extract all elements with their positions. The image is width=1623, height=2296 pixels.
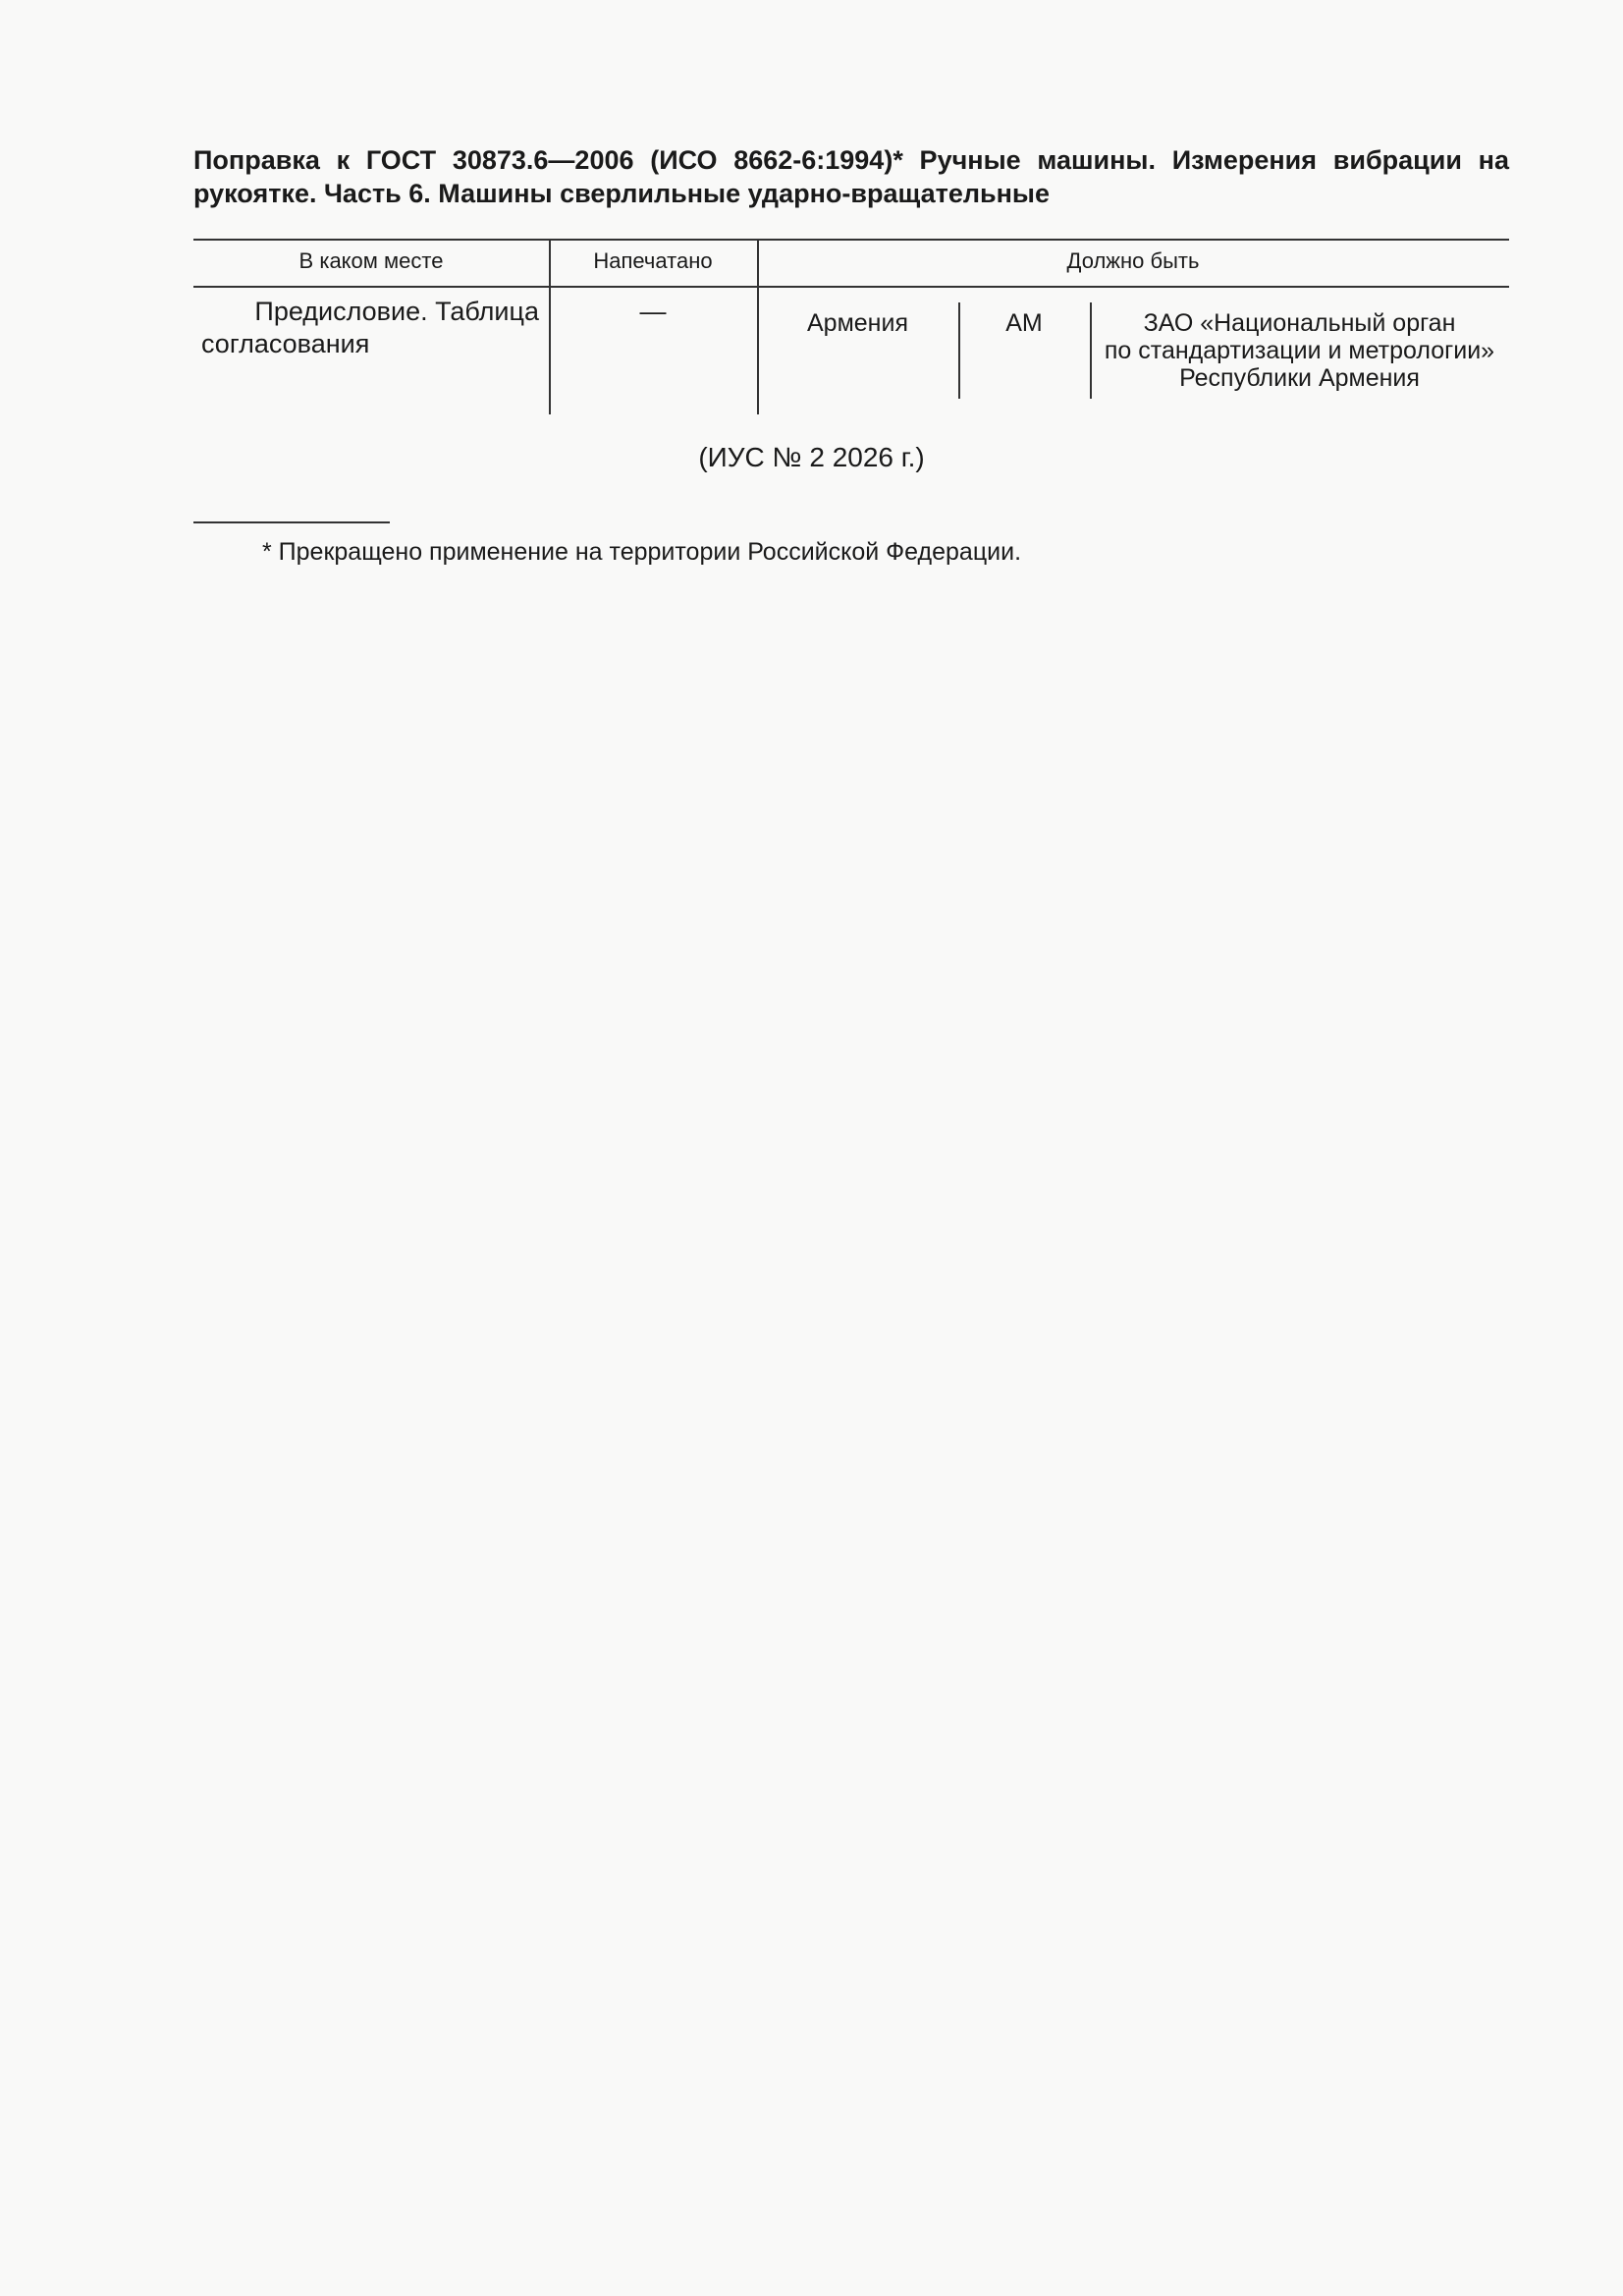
where-line-2: согласования <box>201 329 370 358</box>
where-line-1: Предисловие. Таблица <box>254 297 539 326</box>
org-line-3: Республики Армения <box>1179 364 1420 392</box>
country-code: AM <box>1005 309 1043 337</box>
table-top-rule <box>193 239 1509 241</box>
table-row <box>201 296 539 360</box>
divider-where-printed <box>549 239 551 414</box>
standards-body <box>1090 309 1509 392</box>
table-header-rule <box>193 286 1509 288</box>
footnote: * Прекращено применение на территории Российской Федерации. <box>262 538 1022 566</box>
amendment-title: Поправка к ГОСТ 30873.6—2006 (ИСО 8662-6:1994)* Ручные машины. Измерения вибрации на рукоятке. Часть 6. Машины сверлильные ударно-вращательные <box>193 145 1509 208</box>
printed-value: — <box>639 297 667 326</box>
country-name: Армения <box>807 309 908 337</box>
org-line-1: ЗАО «Национальный орган <box>1143 309 1456 337</box>
header-printed: Напечатано <box>593 248 713 273</box>
org-line-2: по стандартизации и метрологии» <box>1104 337 1495 364</box>
footnote-rule <box>193 521 390 523</box>
header-where: В каком месте <box>298 248 444 273</box>
ius-reference: (ИУС № 2 2026 г.) <box>698 442 925 472</box>
header-should-be: Должно быть <box>1066 248 1200 273</box>
